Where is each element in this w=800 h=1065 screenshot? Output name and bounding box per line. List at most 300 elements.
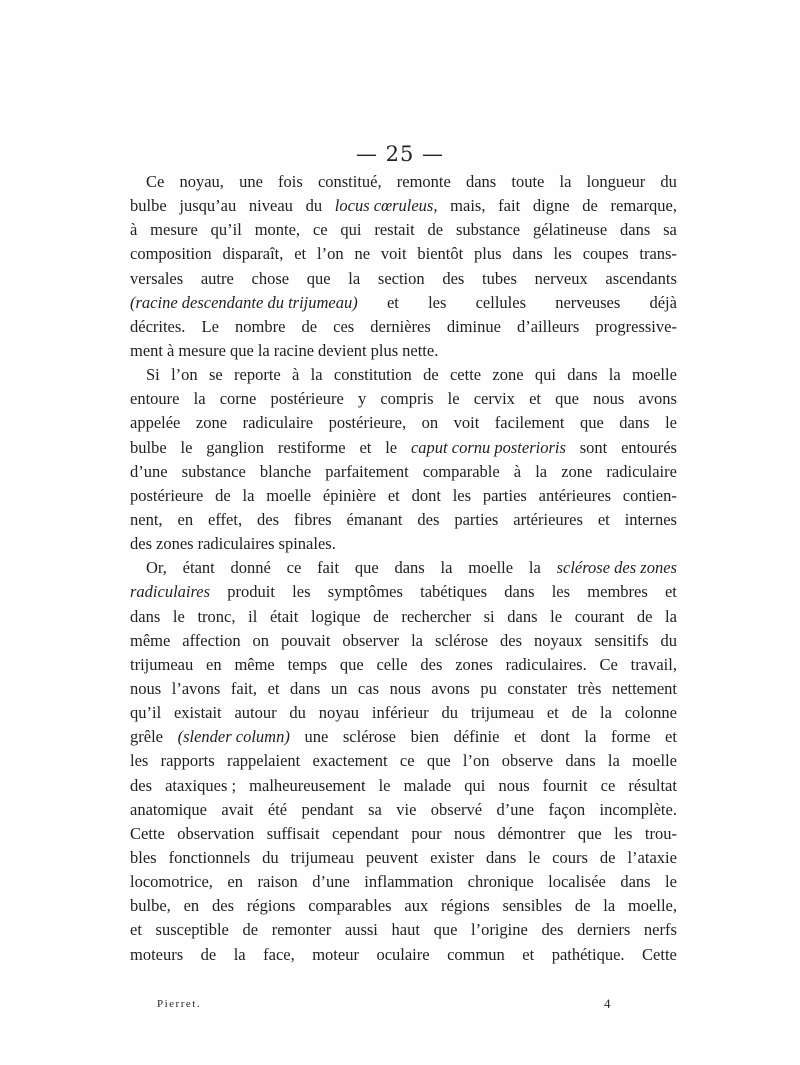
word: constitution <box>333 365 412 385</box>
word: la <box>310 365 323 385</box>
word: membres <box>587 582 648 602</box>
text-line <box>130 701 677 725</box>
word: un <box>330 678 348 698</box>
word: et <box>597 509 610 529</box>
text-line <box>130 484 677 508</box>
word: versales <box>130 268 184 288</box>
word: remonte <box>396 172 451 191</box>
text-line <box>130 918 677 942</box>
word: produit <box>227 582 275 602</box>
word: à <box>513 461 522 481</box>
word: noyau <box>318 703 360 723</box>
word: des <box>442 268 465 288</box>
word: diminue <box>446 316 501 336</box>
word: des <box>541 920 564 940</box>
word: qu’il <box>210 220 242 240</box>
word: nent, <box>130 509 163 529</box>
word: bulbe <box>130 196 167 216</box>
word: zones <box>156 534 194 554</box>
word: progressive- <box>595 316 677 336</box>
text-line <box>130 653 677 677</box>
word: ce <box>399 751 415 771</box>
word: pathétique. <box>551 944 625 964</box>
word: rechercher <box>401 606 471 626</box>
word: ascendants <box>605 268 677 288</box>
word: commun <box>447 944 505 964</box>
word: nerfs <box>643 920 677 940</box>
word: rappelaient <box>226 751 301 771</box>
word: dans <box>620 220 651 240</box>
word: fibres <box>294 509 332 529</box>
word: à <box>130 220 138 240</box>
word: gélatineuse <box>532 220 608 240</box>
word: les <box>551 582 571 602</box>
word: reporte <box>234 365 281 385</box>
text-line <box>130 363 677 387</box>
text-line <box>130 170 677 194</box>
word: entourés <box>621 437 677 457</box>
word: définie <box>453 727 500 747</box>
word: trou- <box>644 823 677 843</box>
word: corne <box>219 389 257 409</box>
word: et <box>130 920 142 940</box>
word: le <box>180 437 193 457</box>
word: de <box>574 896 591 916</box>
word: dans <box>507 606 538 626</box>
text-line <box>130 218 677 242</box>
word: aussi <box>344 920 378 940</box>
word: radiculaires. <box>505 654 587 674</box>
word: bles <box>130 847 157 867</box>
word: on <box>252 630 270 650</box>
word: il <box>248 606 258 626</box>
text-line <box>130 749 677 773</box>
word: qu’il <box>130 703 162 723</box>
word: niveau <box>248 196 293 216</box>
word: bulbe, <box>130 896 171 916</box>
word: dans <box>504 582 535 602</box>
word: d’ailleurs <box>517 316 580 336</box>
word: moelle <box>632 365 677 385</box>
word: de <box>423 365 439 385</box>
word: nerveux <box>534 268 588 288</box>
word: démontrer <box>497 823 566 843</box>
word: internes <box>624 509 677 529</box>
word: la <box>411 630 424 650</box>
word: cours <box>552 847 588 867</box>
word: autre <box>200 268 234 288</box>
word: fournit <box>542 775 588 795</box>
text-line <box>130 339 677 363</box>
word: Cette <box>130 823 165 843</box>
word: résultat <box>628 775 677 795</box>
word: constater <box>507 678 567 698</box>
word: que <box>577 823 602 843</box>
word: que <box>229 340 254 360</box>
word: zone <box>195 413 228 433</box>
word: ganglion <box>206 437 264 457</box>
word: antérieures <box>538 485 611 505</box>
word: la <box>528 558 541 578</box>
word: la <box>584 727 597 747</box>
word: voit <box>380 244 407 264</box>
word: la <box>559 172 572 191</box>
word: du <box>660 172 677 191</box>
word: noyaux <box>533 630 583 650</box>
word: derniers <box>577 920 631 940</box>
text-line <box>130 411 677 435</box>
word: le <box>665 872 677 892</box>
word: artérieures <box>513 509 583 529</box>
word: l’origine <box>471 920 528 940</box>
word: que <box>433 920 458 940</box>
word: disparaît, <box>222 244 284 264</box>
word: cependant <box>332 823 399 843</box>
word: Or, <box>146 558 167 578</box>
word: du <box>441 703 458 723</box>
word: la <box>440 558 453 578</box>
word: haut <box>391 920 420 940</box>
word: tubes <box>482 268 517 288</box>
word: sont <box>579 437 608 457</box>
word: ne <box>354 244 371 264</box>
word: trijumeau <box>290 847 354 867</box>
word: des <box>130 775 152 795</box>
word: blanche <box>259 461 312 481</box>
word: dans <box>619 413 650 433</box>
word: comparable <box>422 461 500 481</box>
word: observer <box>342 630 400 650</box>
word: nous <box>454 823 486 843</box>
word: émanant <box>346 509 403 529</box>
word: devient <box>318 340 367 360</box>
word: nettement <box>611 678 677 698</box>
word: Ce <box>599 654 618 674</box>
word: bulbe <box>130 437 167 457</box>
word: une <box>304 727 329 747</box>
word: si <box>483 606 495 626</box>
word: des <box>257 509 280 529</box>
word: déjà <box>649 292 677 312</box>
word: parties <box>482 485 527 505</box>
word: que <box>354 558 379 578</box>
word: cas <box>357 678 379 698</box>
word: aux <box>404 896 429 916</box>
word: avait <box>221 799 254 819</box>
word: forme <box>611 727 651 747</box>
word: fonctionnels <box>168 847 251 867</box>
word: mesure <box>178 340 226 360</box>
word: Si <box>146 365 160 385</box>
word: était <box>269 606 299 626</box>
text-line <box>130 605 677 629</box>
word: facilement <box>494 413 565 433</box>
word: le <box>550 606 563 626</box>
signature-mark: Pierret. <box>157 998 202 1010</box>
word: avons <box>638 389 677 409</box>
word: anatomique <box>130 799 207 819</box>
word: postérieure <box>270 389 344 409</box>
word: des <box>212 896 234 916</box>
word: de <box>301 316 318 336</box>
word: le <box>385 437 398 457</box>
word: le <box>378 775 391 795</box>
word: ce <box>600 775 616 795</box>
text-line <box>130 822 677 846</box>
word: une <box>239 172 263 191</box>
word: contien- <box>622 485 677 505</box>
word: la <box>257 340 270 360</box>
word: Le <box>201 316 219 336</box>
text-line <box>130 267 677 291</box>
text-line <box>130 870 677 894</box>
word: la <box>242 485 255 505</box>
word: digne <box>532 196 570 216</box>
word: pour <box>411 823 442 843</box>
word: de <box>373 606 389 626</box>
word: nous <box>593 389 625 409</box>
word: appelée <box>130 413 181 433</box>
word: parties <box>454 509 499 529</box>
word: zone <box>561 461 593 481</box>
italic-term: caput cornu posterioris <box>410 437 566 457</box>
word: du <box>289 703 306 723</box>
word: travail, <box>630 654 677 674</box>
word: l’on <box>171 365 198 385</box>
italic-term: sclérose des zones <box>556 558 677 578</box>
text-line <box>130 387 677 411</box>
word: du <box>660 630 677 650</box>
word: régions <box>441 896 490 916</box>
word: plus <box>370 340 399 360</box>
word: la <box>665 606 677 626</box>
word: fait, <box>230 678 257 698</box>
word: dans <box>486 847 517 867</box>
word: et <box>294 244 307 264</box>
word: les <box>614 823 633 843</box>
word: postérieure, <box>328 413 407 433</box>
text-line <box>130 242 677 266</box>
word: mesure <box>150 220 198 240</box>
word: temps <box>287 654 327 674</box>
word: des <box>130 534 152 554</box>
word: ce <box>286 558 302 578</box>
word: et <box>529 389 541 409</box>
word: noyau, <box>179 172 224 191</box>
word: bien <box>410 727 440 747</box>
word: oculaire <box>376 944 430 964</box>
word: tabétiques <box>420 582 488 602</box>
word: sa <box>663 220 677 240</box>
word: qui <box>340 220 362 240</box>
word: fait <box>498 196 521 216</box>
word: monte, <box>254 220 301 240</box>
word: à <box>167 340 175 360</box>
word: façon <box>548 799 586 819</box>
text-line <box>130 629 677 653</box>
word: locomotrice, <box>130 872 213 892</box>
word: en <box>177 509 194 529</box>
word: remarque, <box>610 196 677 216</box>
word: radiculaire <box>242 413 314 433</box>
word: entoure <box>130 389 180 409</box>
word: localisée <box>548 872 606 892</box>
word: de <box>571 703 588 723</box>
word: bientôt <box>417 244 464 264</box>
word: ces <box>333 316 355 336</box>
word: et <box>359 437 372 457</box>
word: le <box>447 389 460 409</box>
word: postérieure <box>130 485 204 505</box>
word: la <box>535 461 548 481</box>
word: fois <box>278 172 303 191</box>
word: colonne <box>624 703 677 723</box>
word: en <box>227 872 243 892</box>
word: dont <box>540 727 570 747</box>
word: chose <box>251 268 290 288</box>
text-line <box>130 894 677 918</box>
word: dont <box>411 485 441 505</box>
word: dans <box>394 558 425 578</box>
text-line <box>130 798 677 822</box>
text-line <box>130 291 677 315</box>
word: nous <box>389 678 421 698</box>
word: remonter <box>271 920 332 940</box>
word: ce <box>312 220 328 240</box>
word: dans <box>290 678 321 698</box>
word: cervix <box>473 389 515 409</box>
word: trijumeau <box>470 703 535 723</box>
word: incomplète. <box>599 799 677 819</box>
page-number: — 25 — <box>355 142 445 166</box>
word: le <box>665 413 677 433</box>
word: racine <box>273 340 315 360</box>
word: tronc, <box>197 606 236 626</box>
word: trijumeau <box>130 654 194 674</box>
word: sa <box>368 799 382 819</box>
word: trans- <box>639 244 677 264</box>
word: de <box>599 847 616 867</box>
word: des <box>420 654 443 674</box>
word: l’avons <box>171 678 221 698</box>
word: très <box>577 678 602 698</box>
word: moelle <box>266 485 312 505</box>
word: composition <box>130 244 212 264</box>
word: d’une <box>312 872 350 892</box>
word: d’une <box>130 461 168 481</box>
word: cellules <box>475 292 527 312</box>
word: et <box>546 703 559 723</box>
word: rapports <box>160 751 215 771</box>
word: face, <box>263 944 295 964</box>
word: la <box>607 751 620 771</box>
word: dans <box>465 172 497 191</box>
text-line <box>130 725 677 749</box>
word: sensitifs <box>594 630 649 650</box>
word: que <box>555 389 579 409</box>
word: dans <box>567 365 598 385</box>
word: le <box>528 847 541 867</box>
text-line <box>130 556 677 580</box>
word: ataxiques ; <box>165 775 237 795</box>
word: zones <box>455 654 493 674</box>
word: à <box>292 365 300 385</box>
word: fait <box>317 558 340 578</box>
word: sclérose <box>342 727 397 747</box>
word: la <box>603 896 616 916</box>
word: les <box>428 292 447 312</box>
word: zone <box>492 365 524 385</box>
word: restait <box>374 220 415 240</box>
word: symptômes <box>327 582 403 602</box>
word: dernières <box>370 316 431 336</box>
word: effet, <box>208 509 243 529</box>
signature-number: 4 <box>604 996 611 1011</box>
text-line <box>130 677 677 701</box>
word: de <box>427 220 444 240</box>
word: celle <box>376 654 408 674</box>
word: nous <box>498 775 530 795</box>
word: malade <box>403 775 452 795</box>
word: dans <box>130 606 161 626</box>
italic-term: (slender column) <box>177 727 290 747</box>
word: susceptible <box>155 920 229 940</box>
word: d’une <box>496 799 535 819</box>
word: section <box>377 268 425 288</box>
word: nerveuses <box>555 292 621 312</box>
word: et <box>664 582 677 602</box>
word: et <box>387 485 400 505</box>
word: et <box>267 678 280 698</box>
word: parfaitement <box>325 461 409 481</box>
word: ment <box>130 340 163 360</box>
text-line <box>130 532 677 556</box>
text-line <box>130 508 677 532</box>
word: en <box>206 654 222 674</box>
word: voit <box>453 413 480 433</box>
word: courant <box>574 606 625 626</box>
word: pouvait <box>280 630 331 650</box>
word: nette. <box>402 340 439 360</box>
word: observation <box>177 823 255 843</box>
word: peuvent <box>365 847 419 867</box>
word: y <box>357 389 367 409</box>
word: que <box>579 413 604 433</box>
word: on <box>421 413 439 433</box>
word: été <box>267 799 288 819</box>
text-line <box>130 460 677 484</box>
word: les <box>553 244 572 264</box>
word: radiculaire <box>606 461 677 481</box>
word: l’on <box>317 244 344 264</box>
word: l’ataxie <box>627 847 677 867</box>
word: le <box>172 606 185 626</box>
word: exactement <box>312 751 388 771</box>
word: nombre <box>235 316 286 336</box>
word: cette <box>449 365 482 385</box>
word: moteur <box>312 944 359 964</box>
word: toute <box>511 172 545 191</box>
word: dans <box>620 872 651 892</box>
word: régions <box>246 896 296 916</box>
text-line <box>130 580 677 604</box>
word: dans <box>565 751 596 771</box>
word: coupes <box>582 244 629 264</box>
word: de <box>200 944 217 964</box>
word: Cette <box>642 944 677 964</box>
word: compris <box>380 389 434 409</box>
word: décrites. <box>130 316 186 336</box>
